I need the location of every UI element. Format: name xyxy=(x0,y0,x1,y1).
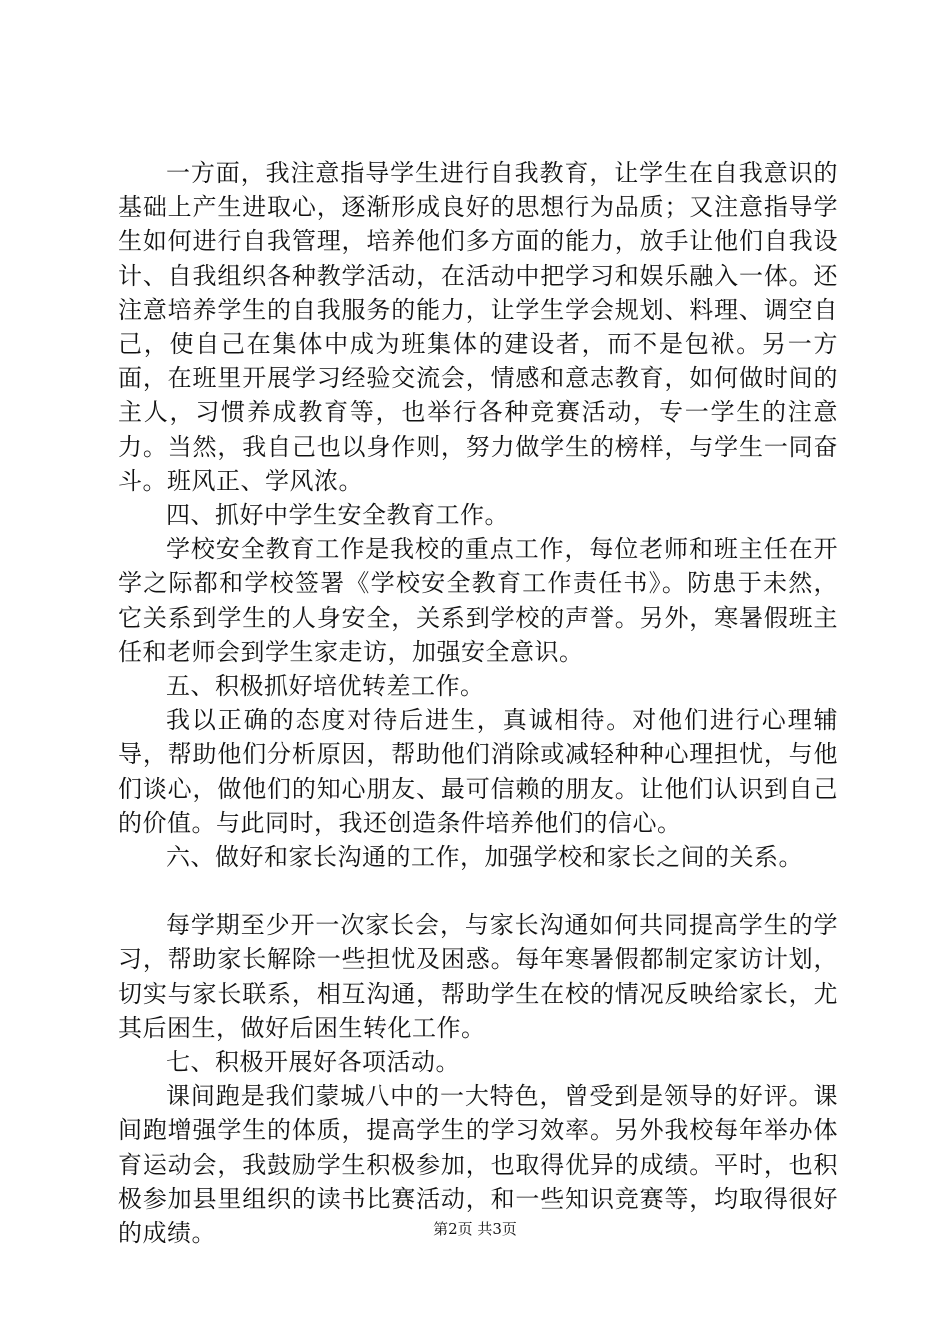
paragraph-gap xyxy=(118,874,838,908)
paragraph-safety-education: 学校安全教育工作是我校的重点工作，每位老师和班主任在开学之际都和学校签署《学校安全教育工作责任书》。防患于未然，它关系到学生的人身安全，关系到学校的声誉。另外，寒暑假班主任和老师会到学生家走访，加强安全意识。 xyxy=(118,535,838,666)
document-body xyxy=(118,156,838,1250)
paragraph-activities: 课间跑是我们蒙城八中的一大特色，曾受到是领导的好评。课间跑增强学生的体质，提高学生的学习效率。另外我校每年举办体育运动会，我鼓励学生积极参加，也取得优异的成绩。平时，也积极参加县里组织的读书比赛活动，和一些知识竞赛等，均取得很好的成绩。 xyxy=(118,1082,838,1248)
heading-parent-communication: 六、做好和家长沟通的工作，加强学校和家长之间的关系。 xyxy=(166,843,803,872)
heading-safety-education: 四、抓好中学生安全教育工作。 xyxy=(166,501,509,530)
paragraph-parent-communication: 每学期至少开一次家长会，与家长沟通如何共同提高学生的学习，帮助家长解除一些担忧及困惑。每年寒暑假都制定家访计划，切实与家长联系，相互沟通，帮助学生在校的情况反映给家长，尤其后困生，做好后困生转化工作。 xyxy=(118,911,838,1042)
heading-tutoring: 五、积极抓好培优转差工作。 xyxy=(166,672,485,701)
paragraph-self-education: 一方面，我注意指导学生进行自我教育，让学生在自我意识的基础上产生进取心，逐渐形成良好的思想行为品质；又注意指导学生如何进行自我管理，培养他们多方面的能力，放手让他们自我设计、自我组织各种教学活动，在活动中把学习和娱乐融入一体。还注意培养学生的自我服务的能力，让学生学会规划、料理、调空自己，使自己在集体中成为班集体的建设者，而不是包袱。另一方面，在班里开展学习经验交流会，情感和意志教育，如何做时间的主人，习惯养成教育等，也举行各种竞赛活动，专一学生的注意力。当然，我自己也以身作则，努力做学生的榜样，与学生一同奋斗。班风正、学风浓。 xyxy=(118,159,838,495)
page-footer: 第2页 共3页 xyxy=(433,1220,517,1238)
paragraph-tutoring: 我以正确的态度对待后进生，真诚相待。对他们进行心理辅导，帮助他们分析原因，帮助他们消除或减轻种种心理担忧，与他们谈心，做他们的知心朋友、最可信赖的朋友。让他们认识到自己的价值。与此同时，我还创造条件培养他们的信心。 xyxy=(118,706,838,837)
heading-activities: 七、积极开展好各项活动。 xyxy=(166,1048,460,1077)
